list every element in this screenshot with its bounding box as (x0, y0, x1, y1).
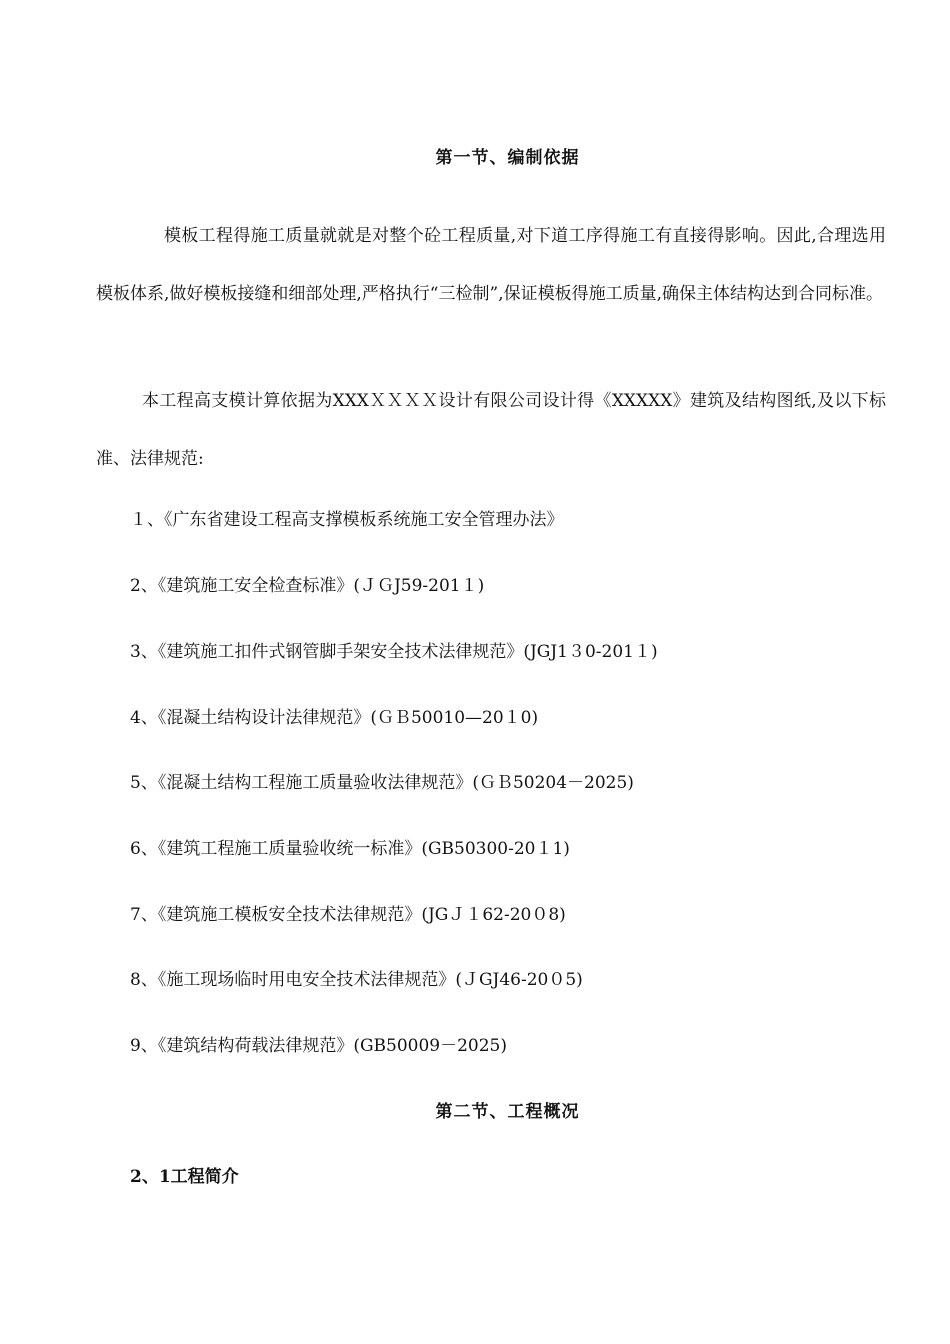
standard-item-1: １、《广东省建设工程高支撑模板系统施工安全管理办法》 (130, 510, 564, 530)
standard-item-4: 4、《混凝土结构设计法律规范》(ＧＢ50010—20１0) (130, 708, 539, 728)
intro-paragraph: 模板工程得施工质量就就是对整个砼工程质量,对下道工序得施工有直接得影响。因此,合理选用模板体系,做好模板接缝和细部处理,严格执行“三检制”,保证模板得施工质量,确保主体结构达到合同标准。 (96, 226, 886, 304)
standard-item-5: 5、《混凝土结构工程施工质量验收法律规范》(ＧＢ50204－2025) (130, 773, 634, 793)
standard-item-7: 7、《建筑施工模板安全技术法律规范》(JGＪ１62-20０8) (130, 905, 566, 925)
standard-item-8: 8、《施工现场临时用电安全技术法律规范》(ＪGJ46-20０5) (130, 970, 583, 990)
standard-item-3: 3、《建筑施工扣件式钢管脚手架安全技术法律规范》(JGJ1３0-201１) (130, 642, 658, 662)
standard-item-9: 9、《建筑结构荷载法律规范》(GB50009－2025) (130, 1036, 507, 1056)
standard-item-2: 2、《建筑施工安全检查标准》(ＪＧJ59-201１) (130, 576, 485, 596)
basis-paragraph: 本工程高支模计算依据为XXXＸＸＸＸ设计有限公司设计得《XXXXX》建筑及结构图纸,及以下标准、法律规范: (96, 391, 886, 469)
section1-title: 第一节、编制依据 (435, 148, 580, 168)
section2-subtitle: 2、1工程简介 (130, 1167, 239, 1187)
standard-item-6: 6、《建筑工程施工质量验收统一标准》(GB50300-20１1) (130, 839, 570, 859)
section2-title: 第二节、工程概况 (435, 1102, 580, 1122)
